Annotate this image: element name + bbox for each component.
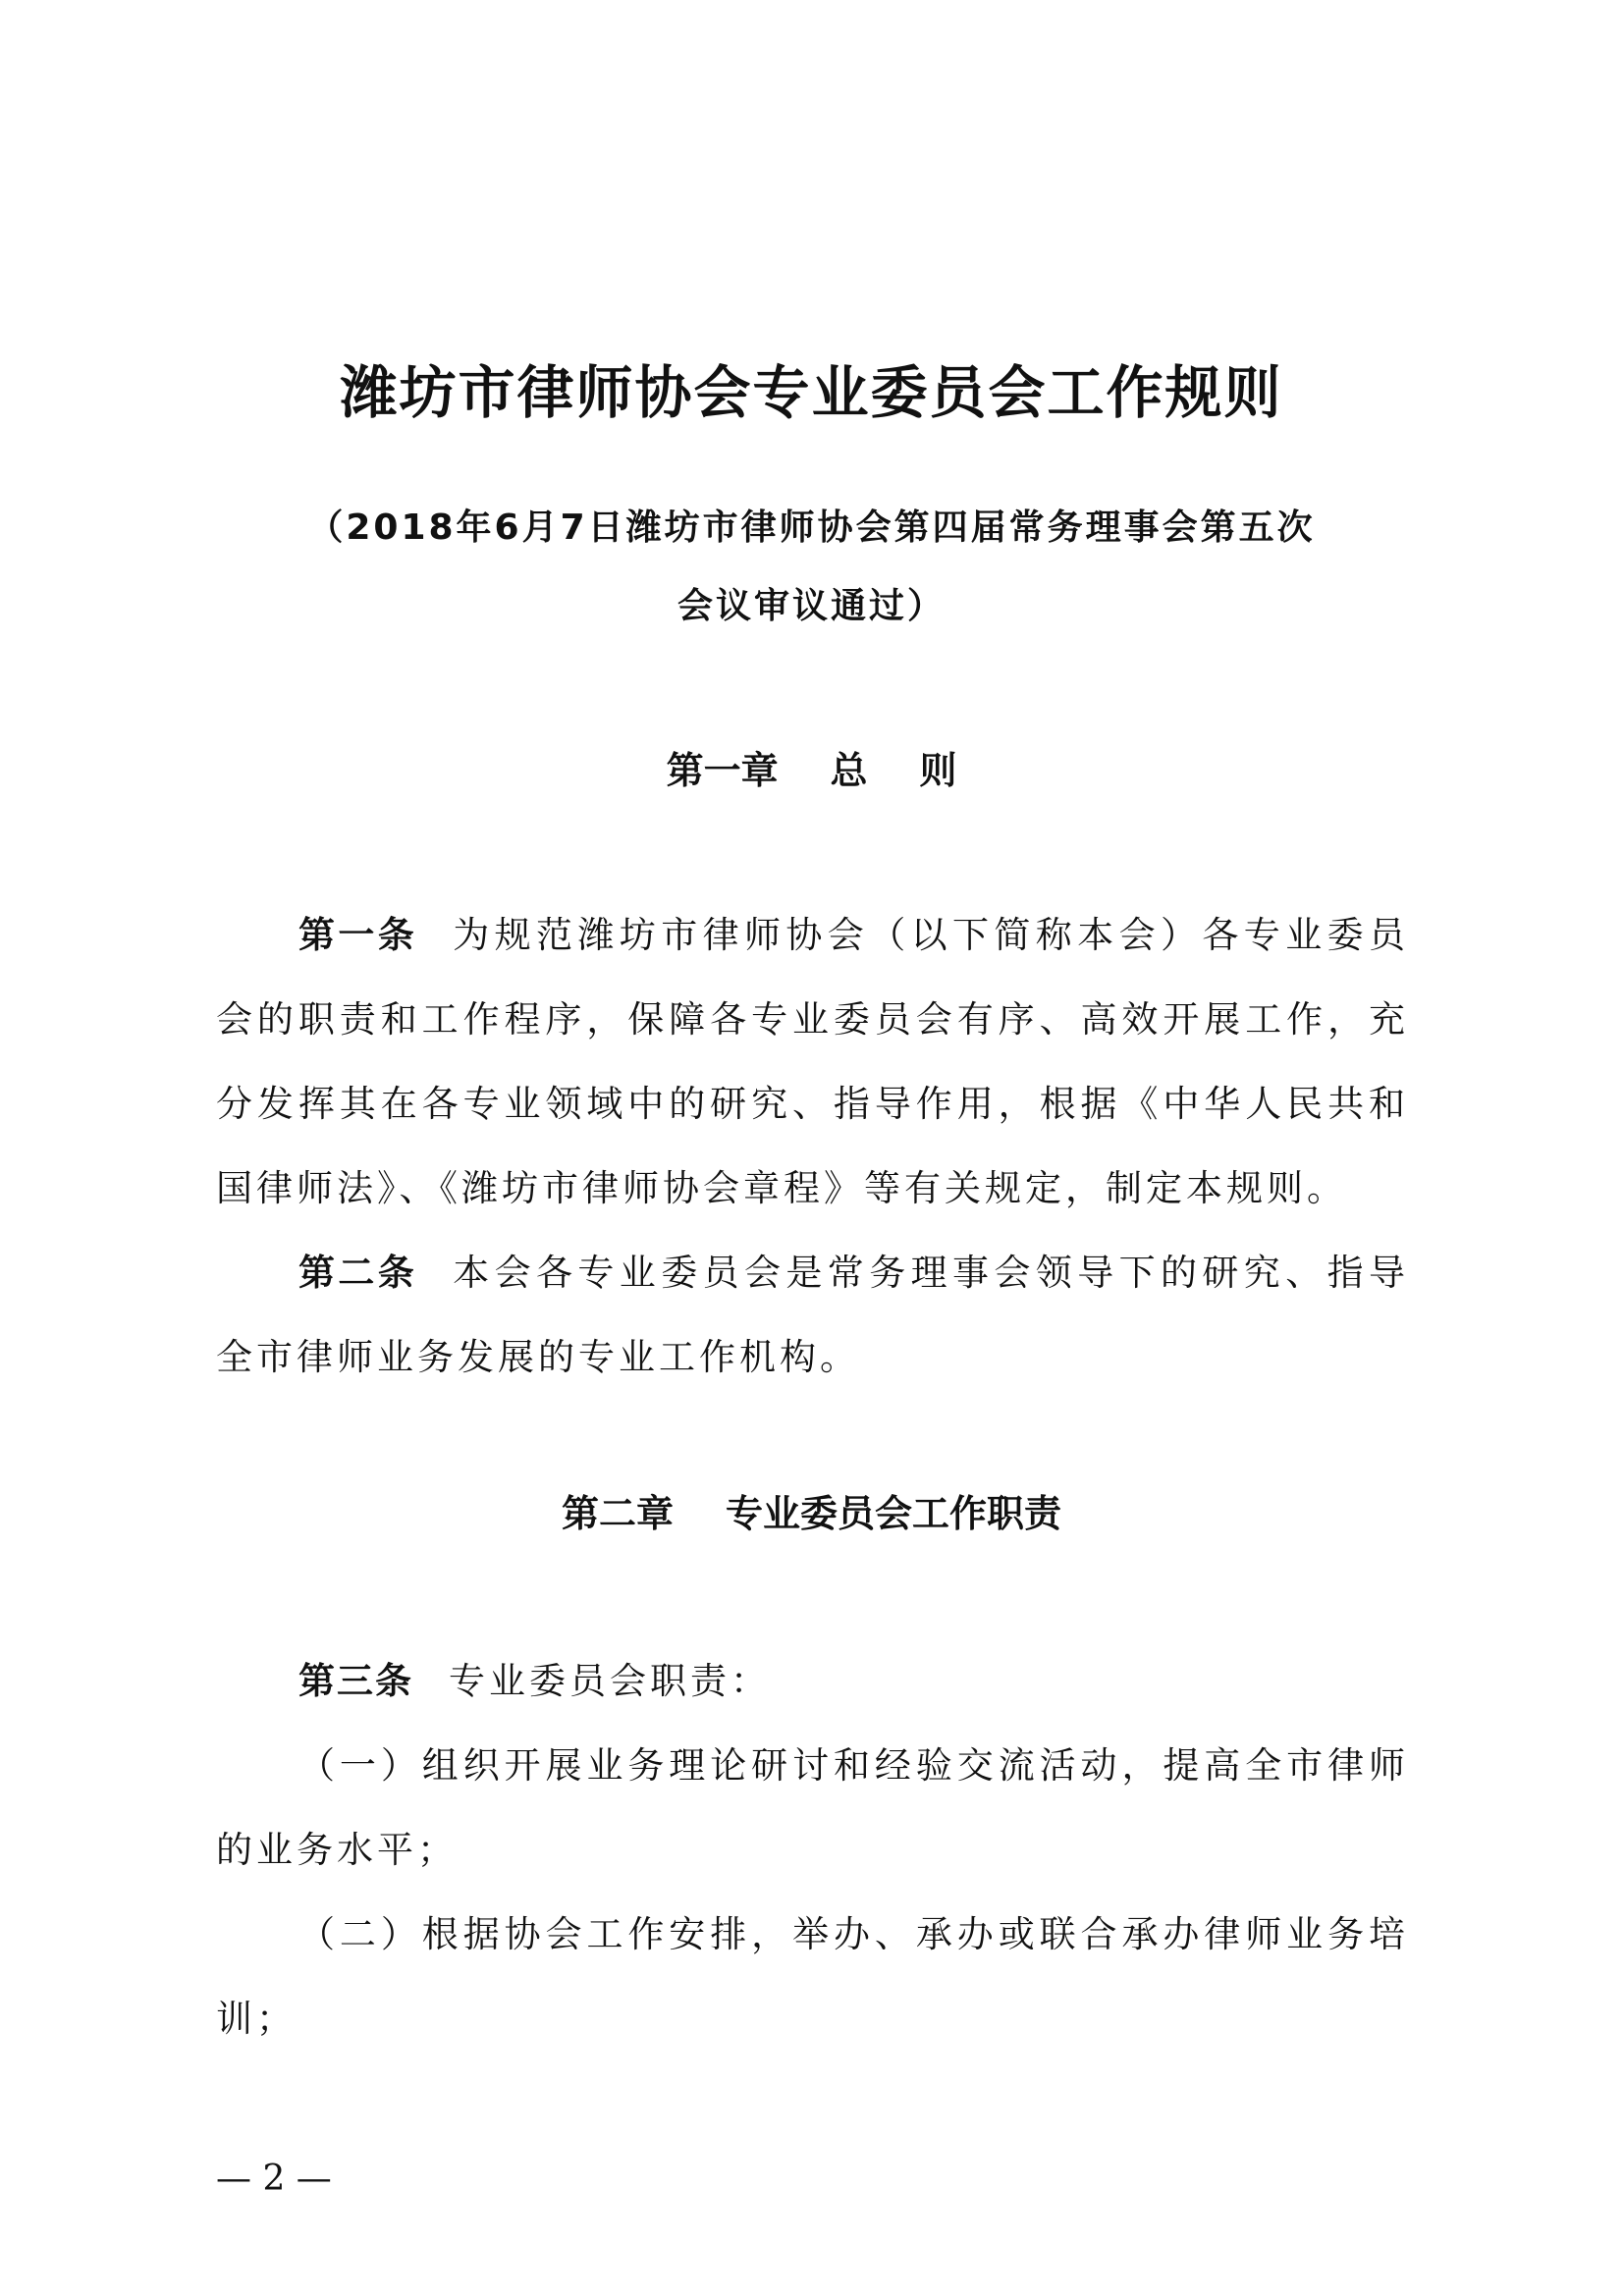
chapter-2-body (216, 1639, 1409, 2061)
chapter-2-heading: 第二章 专业委员会工作职责 (562, 1492, 1061, 1535)
document-subtitle (245, 489, 1378, 646)
list-item-1: （一）组织开展业务理论研讨和经验交流活动，提高全市律师的业务水平； (216, 1744, 1409, 1871)
subtitle-line-1: （2018年6月7日潍坊市律师协会第四届常务理事会第五次 (307, 507, 1316, 548)
list-item-2: （二）根据协会工作安排，举办、承办或联合承办律师业务培训； (216, 1913, 1409, 2040)
article-1-label: 第一条 (298, 914, 418, 956)
article-3-label: 第三条 (298, 1660, 413, 1702)
article-2-text: 本会各专业委员会是常务理事会领导下的研究、指导全市律师业务发展的专业工作机构。 (216, 1252, 1410, 1378)
article-2-label: 第二条 (298, 1252, 418, 1294)
chapter-1-body (216, 893, 1409, 1400)
document-title: 潍坊市律师协会专业委员会工作规则 (340, 359, 1283, 426)
subtitle-line-2: 会议审议通过） (676, 586, 946, 626)
article-1-text: 为规范潍坊市律师协会（以下简称本会）各专业委员会的职责和工作程序，保障各专业委员会有序、高效开展工作，充分发挥其在各专业领域中的研究、指导作用，根据《中华人民共和国律师法》、《潍坊市律师协会章程》等有关规定，制定本规则。 (216, 914, 1410, 1209)
page-number: — 2 — (216, 2159, 332, 2199)
chapter-1-heading: 第一章 总 则 (666, 749, 957, 792)
article-1 (216, 893, 1409, 1231)
article-2 (216, 1231, 1409, 1400)
article-3-text: 专业委员会职责： (449, 1660, 771, 1702)
article-3 (216, 1639, 1409, 1724)
